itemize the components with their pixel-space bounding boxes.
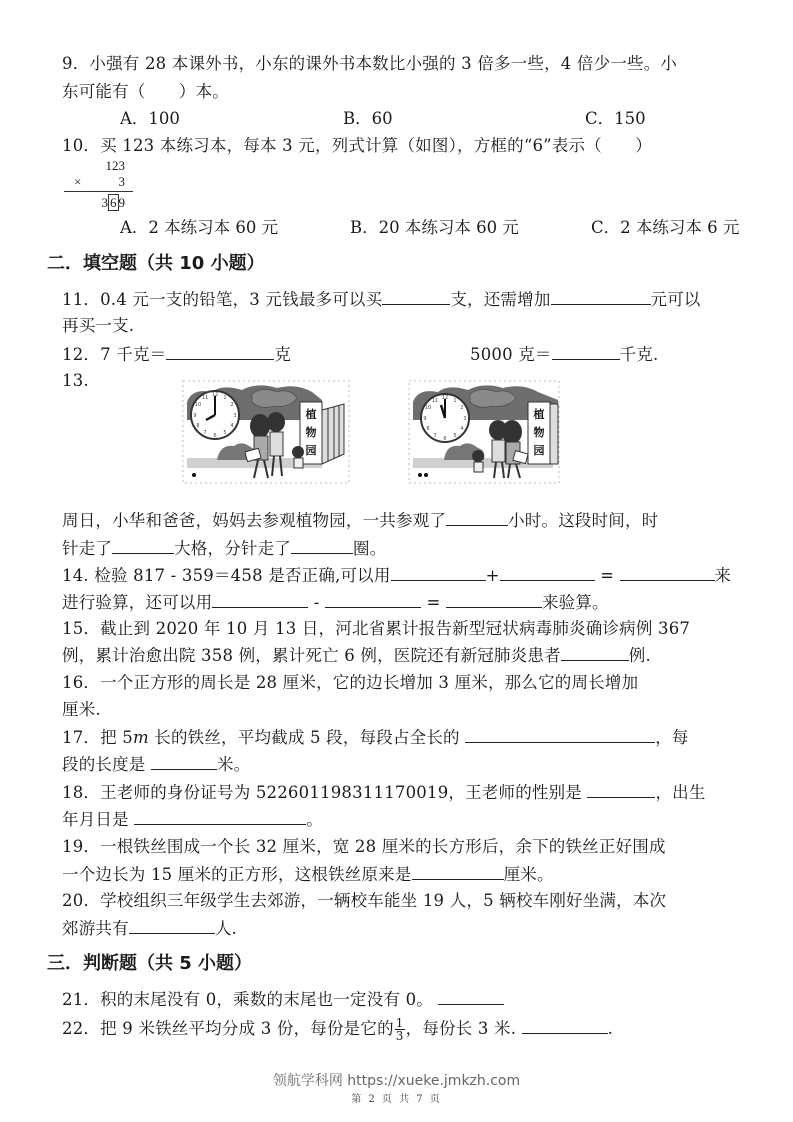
svg-text:物: 物 [305,426,317,439]
q11-line1: 11．0.4 元一支的铅笔，3 元钱最多可以买 支，还需增加 元可以 [62,287,701,312]
q17-line2: 段的长度是 米。 [62,752,250,777]
svg-text:7: 7 [203,430,207,436]
q17-blank-fraction[interactable] [465,725,655,743]
boxed-digit: 6 [110,195,117,210]
q14-blank-3[interactable] [620,563,715,581]
svg-text:5: 5 [223,430,227,436]
q15-blank[interactable] [561,643,629,661]
page-number: 第 2 页 共 7 页 [351,1094,442,1105]
svg-text:1: 1 [223,395,227,401]
illustration-departure [408,380,560,484]
q14-line2: 进行验算，还可以用 - = 来验算。 [62,590,609,615]
q12-blank-2[interactable] [552,342,620,360]
footer-watermark: 领航学科网 https://xueke.jmkzh.com [272,1073,521,1089]
svg-text:9: 9 [423,416,427,422]
q13-blank-hour-hand[interactable] [112,536,174,554]
vm-top: 123 [105,158,125,173]
q17-line1: 17．把 5m 长的铁丝，平均截成 5 段，每段占全长的 ，每 [62,725,689,750]
q13-number: 13. [62,371,89,390]
svg-text:6: 6 [443,436,447,442]
q15-line1: 15．截止到 2020 年 10 月 13 日，河北省累计报告新型冠状病毒肺炎确诊病例 367 [62,619,691,638]
svg-text:5: 5 [453,433,457,439]
q13-line2: 针走了 大格，分针走了 圈。 [62,536,386,561]
svg-text:12: 12 [211,392,219,398]
q17-blank-length[interactable] [151,752,217,770]
q19-line2: 一个边长为 15 厘米的正方形，这根铁丝原来是 厘米。 [62,862,554,887]
q14-blank-1[interactable] [391,563,486,581]
q13-blank-hours[interactable] [446,508,508,526]
q14-blank-2[interactable] [500,563,595,581]
q13-line1: 周日，小华和爸爸，妈妈去参观植物园，一共参观了 小时。这段时间，时 [62,508,658,533]
q11-blank-1[interactable] [382,287,450,305]
q10-option-c: C．2 本练习本 6 元 [591,218,740,237]
q9-option-c: C．150 [585,109,646,128]
svg-text:9: 9 [193,413,197,419]
svg-text:11: 11 [431,398,439,404]
svg-text:植: 植 [305,408,317,421]
q21-line: 21．积的末尾没有 0，乘数的末尾也一定没有 0。 [62,987,504,1012]
svg-text:园: 园 [305,444,317,457]
fraction-one-third: $\frac{1}{3}$ [395,1016,404,1043]
section2-heading: 二．填空题（共 10 小题） [47,253,265,274]
q11-blank-2[interactable] [551,287,651,305]
q9-line1: 9．小强有 28 本课外书，小东的课外书本数比小强的 3 倍多一些，4 倍少一些。小 [62,54,678,73]
svg-text:物: 物 [533,426,545,439]
q10-line1: 10．买 123 本练习本，每本 3 元，列式计算（如图），方框的“6”表示（ ） [62,136,652,155]
svg-text:8: 8 [426,426,430,432]
times-sign: × [74,174,82,189]
q20-line2: 郊游共有 人. [62,916,237,941]
q18-line2: 年月日是 。 [62,807,323,832]
svg-text:10: 10 [424,405,432,411]
q9-line2: 东可能有（ ）本。 [62,82,229,101]
svg-text:8: 8 [196,423,200,429]
svg-text:3: 3 [233,413,237,419]
q12-line-left: 12．7 千克＝ 克 [62,342,291,367]
q14-blank-6[interactable] [446,590,542,608]
q18-blank-birthday[interactable] [134,807,306,825]
svg-text:2: 2 [230,402,234,408]
svg-text:园: 园 [533,444,545,457]
illustration-arrival [182,380,350,484]
q22-line: 22．把 9 米铁丝平均分成 3 份，每份是它的 $\frac{1}{3}$ ，每份长 3 米. . [62,1016,614,1043]
svg-text:植: 植 [533,408,545,421]
q16-line2: 厘米. [62,700,101,719]
q21-blank[interactable] [438,987,504,1005]
q20-line1: 20．学校组织三年级学生去郊游，一辆校车能坐 19 人，5 辆校车刚好坐满，本次 [62,891,667,910]
q22-blank[interactable] [522,1016,608,1034]
vm-multiplier: 3 [118,174,125,189]
q20-blank[interactable] [129,916,215,934]
svg-text:3: 3 [463,416,467,422]
vm-rule [64,191,133,192]
q9-option-a: A．100 [120,109,180,128]
svg-text:1: 1 [453,398,457,404]
section3-heading: 三．判断题（共 5 小题） [47,953,253,974]
q18-line1: 18．王老师的身份证号为 522601198311170019，王老师的性别是 ，出生 [62,780,706,805]
q15-line2: 例，累计治愈出院 358 例，累计死亡 6 例，医院还有新冠肺炎患者 例. [62,643,651,668]
svg-text:10: 10 [194,402,202,408]
q14-blank-5[interactable] [325,590,421,608]
svg-text:6: 6 [213,433,217,439]
q13-blank-minute-hand[interactable] [291,536,353,554]
q9-option-b: B．60 [343,109,393,128]
svg-text:7: 7 [433,433,437,439]
q16-line1: 16．一个正方形的周长是 28 厘米，它的边长增加 3 厘米，那么它的周长增加 [62,673,639,692]
q14-blank-4[interactable] [212,590,308,608]
svg-text:2: 2 [460,405,464,411]
q18-blank-gender[interactable] [587,780,655,798]
q10-option-b: B．20 本练习本 60 元 [350,218,519,237]
vertical-multiplication [62,158,137,213]
vm-result: 3 6 9 [101,195,125,210]
svg-text:4: 4 [230,423,234,429]
q11-line2: 再买一支. [62,316,135,335]
q19-blank[interactable] [412,862,504,880]
svg-text:4: 4 [460,426,464,432]
svg-text:11: 11 [201,395,209,401]
q14-line1: 14. 检验 817 - 359＝458 是否正确,可以用 + = 来 [62,563,731,588]
q12-blank-1[interactable] [166,342,274,360]
svg-text:12: 12 [441,395,449,401]
q10-option-a: A．2 本练习本 60 元 [120,218,279,237]
q19-line1: 19．一根铁丝围成一个长 32 厘米，宽 28 厘米的长方形后，余下的铁丝正好围成 [62,837,666,856]
q12-line-right: 5000 克＝ 千克. [470,342,659,367]
